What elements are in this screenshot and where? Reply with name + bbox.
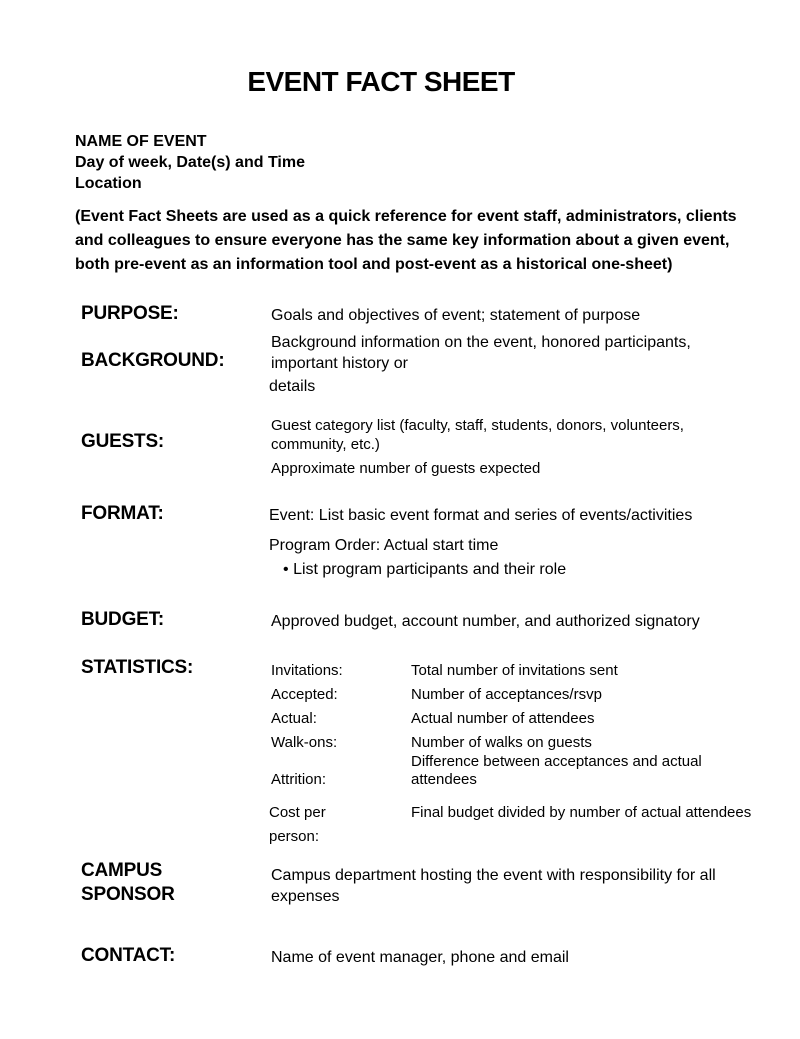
stat-term-attrition: Attrition: [271, 771, 327, 788]
format-event: Event: List basic event format and series of events/activities [269, 507, 693, 524]
background-line-2: important history or [271, 355, 408, 372]
event-datetime-heading: Day of week, Date(s) and Time [75, 154, 305, 171]
stat-desc-attrition-1: Difference between acceptances and actual [411, 753, 702, 770]
format-program: Program Order: Actual start time [269, 537, 499, 554]
campus-sponsor-line-1: Campus department hosting the event with responsibility for all [271, 867, 716, 884]
background-line-3: details [269, 378, 316, 395]
stat-desc-accepted: Number of acceptances/rsvp [411, 686, 602, 703]
statistics-label: STATISTICS: [81, 657, 194, 678]
guests-line-1: Guest category list (faculty, staff, students, donors, volunteers, [271, 417, 684, 434]
intro-paragraph: (Event Fact Sheets are used as a quick reference for event staff, administrators, clients and colleagues to ensure everyone has the same key information about a given event, both pre-event as an information tool and post-event as a historical one-sheet) [75, 208, 737, 273]
campus-sponsor-line-2: expenses [271, 888, 340, 905]
purpose-value: Goals and objectives of event; statement of purpose [271, 307, 641, 324]
stat-term-accepted: Accepted: [271, 686, 338, 703]
contact-label: CONTACT: [81, 945, 176, 966]
stat-desc-walkons: Number of walks on guests [411, 734, 592, 751]
contact-value: Name of event manager, phone and email [271, 949, 569, 966]
stat-term-cost-per-1: Cost per [269, 804, 326, 821]
format-label: FORMAT: [81, 503, 164, 524]
background-line-1: Background information on the event, honored participants, [271, 334, 691, 351]
budget-label: BUDGET: [81, 609, 165, 630]
document-title: EVENT FACT SHEET [247, 66, 515, 97]
budget-value: Approved budget, account number, and authorized signatory [271, 613, 700, 630]
guests-label: GUESTS: [81, 431, 165, 452]
background-label: BACKGROUND: [81, 350, 225, 371]
campus-sponsor-label-1: CAMPUS [81, 860, 163, 881]
stat-desc-actual: Actual number of attendees [411, 710, 595, 727]
bullet-icon: • [283, 561, 289, 578]
stat-desc-attrition-2: attendees [411, 771, 477, 788]
stat-term-actual: Actual: [271, 710, 317, 727]
guests-line-2: community, etc.) [271, 436, 380, 453]
stat-term-cost-per-2: person: [269, 828, 320, 845]
stat-desc-invitations: Total number of invitations sent [411, 662, 618, 679]
campus-sponsor-label-2: SPONSOR [81, 884, 175, 905]
format-bullet-text: List program participants and their role [293, 561, 567, 578]
stat-term-invitations: Invitations: [271, 662, 343, 679]
stat-desc-cost-per: Final budget divided by number of actual attendees [411, 804, 752, 821]
event-name-heading: NAME OF EVENT [75, 133, 207, 150]
format-bullet-item [283, 561, 566, 579]
purpose-label: PURPOSE: [81, 303, 179, 324]
event-location-heading: Location [75, 175, 142, 192]
guests-line-3: Approximate number of guests expected [271, 460, 541, 477]
stat-term-walkons: Walk-ons: [271, 734, 338, 751]
